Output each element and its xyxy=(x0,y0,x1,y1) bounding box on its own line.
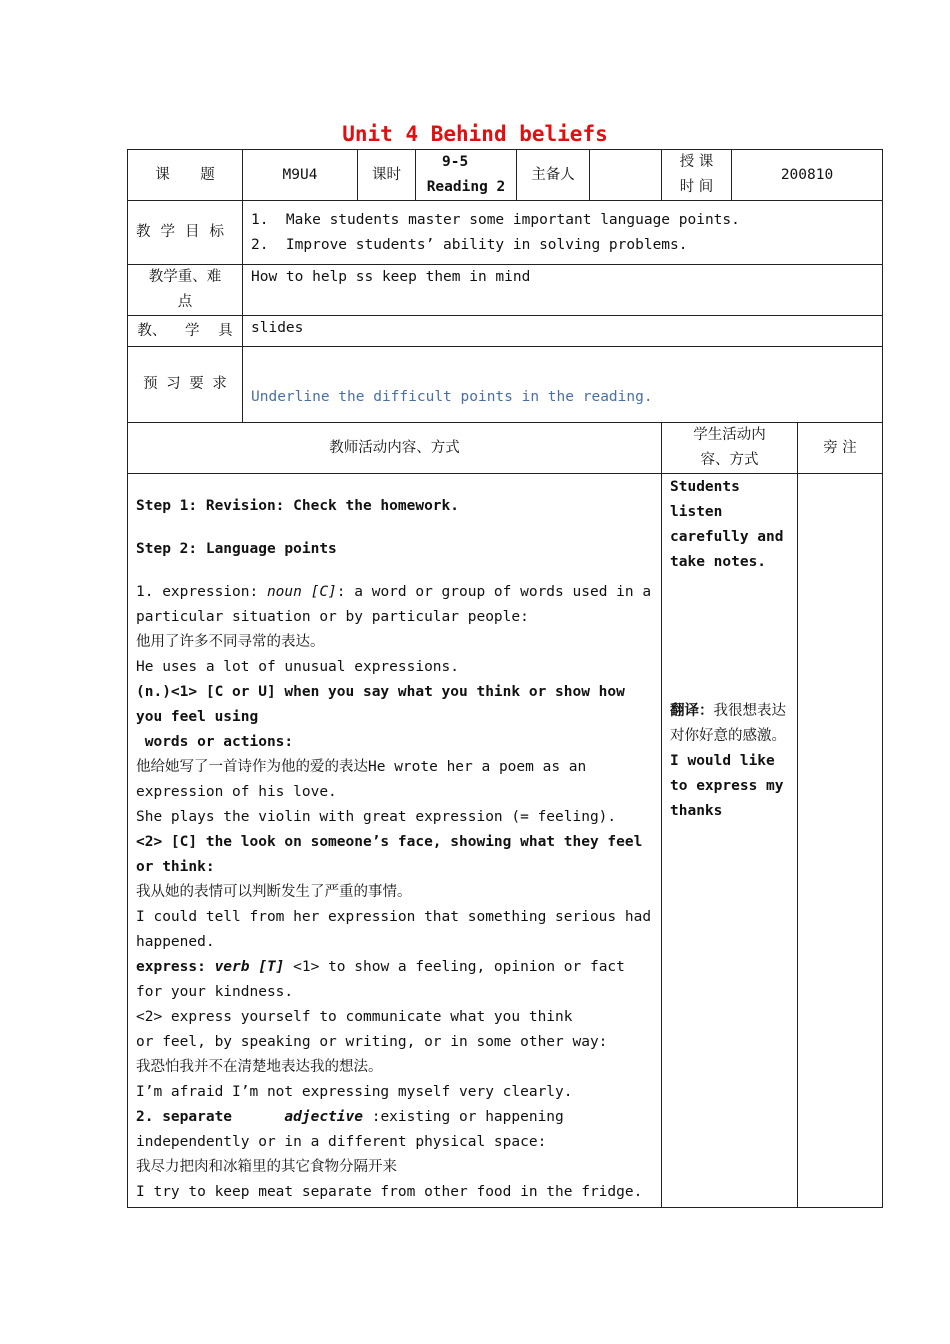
objectives-row xyxy=(128,201,883,265)
example-en: He uses a lot of unusual expressions. xyxy=(136,659,460,675)
preparer-value xyxy=(590,150,662,201)
activity-header-row xyxy=(128,423,883,474)
headword: express: xyxy=(136,959,215,975)
header-row xyxy=(128,150,883,201)
part-of-speech: adjective xyxy=(284,1109,363,1125)
period-value xyxy=(416,150,517,201)
example-cn: 我尽力把肉和冰箱里的其它食物分隔开来 xyxy=(136,1159,397,1175)
translation-en: I would like to express my thanks xyxy=(670,753,793,819)
period-label: 课时 xyxy=(358,150,416,201)
student-header-line1: 学生活动内 xyxy=(693,427,766,443)
express-definition xyxy=(136,955,653,980)
time-label xyxy=(662,150,732,201)
translation-cn: 我很想表达对你好意的感激。 xyxy=(670,703,786,744)
separate-definition xyxy=(136,1105,653,1155)
notes-content xyxy=(798,474,883,1208)
student-content xyxy=(662,474,798,1208)
sense-text: <2> express yourself to communicate what you think xyxy=(136,1009,573,1025)
objectives-label: 教学目标 xyxy=(128,201,243,265)
keypoints-label xyxy=(128,265,243,316)
objective-item: 2. Improve students’ ability in solving problems. xyxy=(251,236,688,253)
time-label-line1: 授 课 xyxy=(679,154,714,170)
example-en: for your kindness. xyxy=(136,984,294,1000)
keypoints-row xyxy=(128,265,883,316)
teacher-content xyxy=(128,474,662,1208)
student-activity-header xyxy=(662,423,798,474)
student-header-line2: 容、方式 xyxy=(700,452,759,468)
sense-text: or feel, by speaking or writing, or in some other way: xyxy=(136,1034,608,1050)
translation-task xyxy=(670,699,789,749)
topic-value: M9U4 xyxy=(243,150,358,201)
time-value: 200810 xyxy=(732,150,883,201)
period-lesson: Reading 2 xyxy=(426,179,506,195)
objectives-list xyxy=(243,201,883,265)
content-row xyxy=(128,474,883,1208)
preparer-label: 主备人 xyxy=(517,150,590,201)
sense-heading: (n.)<1> [C or U] when you say what you think or show how you feel using xyxy=(136,684,634,725)
tools-value: slides xyxy=(243,316,883,347)
example-en: I try to keep meat separate from other food in the fridge. xyxy=(136,1184,643,1200)
sense-heading: <2> [C] the look on someone’s face, showing what they feel or think: xyxy=(136,834,652,875)
page-title: Unit 4 Behind beliefs xyxy=(342,122,608,146)
tools-row xyxy=(128,316,883,347)
preview-label: 预 习 要 求 xyxy=(128,347,243,423)
notes-header: 旁 注 xyxy=(798,423,883,474)
lesson-plan-table xyxy=(127,149,883,1208)
objective-item: 1. Make students master some important language points. xyxy=(251,211,740,228)
tools-label: 教、 学 具 xyxy=(128,316,243,347)
preview-value: Underline the difficult points in the reading. xyxy=(243,347,883,423)
topic-label: 课 题 xyxy=(128,150,243,201)
keypoints-value: How to help ss keep them in mind xyxy=(243,265,883,316)
step-1: Step 1: Revision: Check the homework. xyxy=(136,498,460,514)
period-number: 9-5 xyxy=(442,154,469,170)
sense-heading-cont: words or actions: xyxy=(136,734,294,750)
definition-text: : a word or group of words used in a particular situation or by particular people: xyxy=(136,584,660,625)
expression-definition xyxy=(136,580,660,630)
definition-text: <1> to show a feeling, opinion or fact xyxy=(284,959,625,975)
part-of-speech: verb [T] xyxy=(214,959,285,975)
example-mixed xyxy=(136,755,653,805)
example-cn: 他用了许多不同寻常的表达。 xyxy=(136,634,325,650)
time-label-line2: 时 间 xyxy=(679,179,714,195)
preview-row xyxy=(128,347,883,423)
example-cn: 我从她的表情可以判断发生了严重的事情。 xyxy=(136,884,412,900)
item-number: 1. expression: xyxy=(136,584,267,600)
keypoints-label-line1: 教学重、难 xyxy=(148,269,222,285)
keypoints-label-line2: 点 xyxy=(177,294,193,310)
step-2: Step 2: Language points xyxy=(136,541,337,557)
teacher-activity-header: 教师活动内容、方式 xyxy=(128,423,662,474)
example-en: He wrote her a poem as an expression of his love. xyxy=(136,759,595,800)
definition-text: :existing or happening independently or in a different physical space: xyxy=(136,1109,573,1150)
headword: 2. separate xyxy=(136,1109,285,1125)
translation-label: 翻译： xyxy=(670,703,714,719)
student-activity: Students listen carefully and take notes. xyxy=(670,479,793,570)
example-cn: 他给她写了一首诗作为他的爱的表达 xyxy=(136,759,368,775)
part-of-speech: noun [C] xyxy=(266,584,337,600)
example-cn: 我恐怕我并不在清楚地表达我的想法。 xyxy=(136,1059,383,1075)
example-en: She plays the violin with great expression (= feeling). xyxy=(136,809,617,825)
example-en: I could tell from her expression that something serious had happened. xyxy=(136,909,660,950)
example-en: I’m afraid I’m not expressing myself very clearly. xyxy=(136,1084,573,1100)
